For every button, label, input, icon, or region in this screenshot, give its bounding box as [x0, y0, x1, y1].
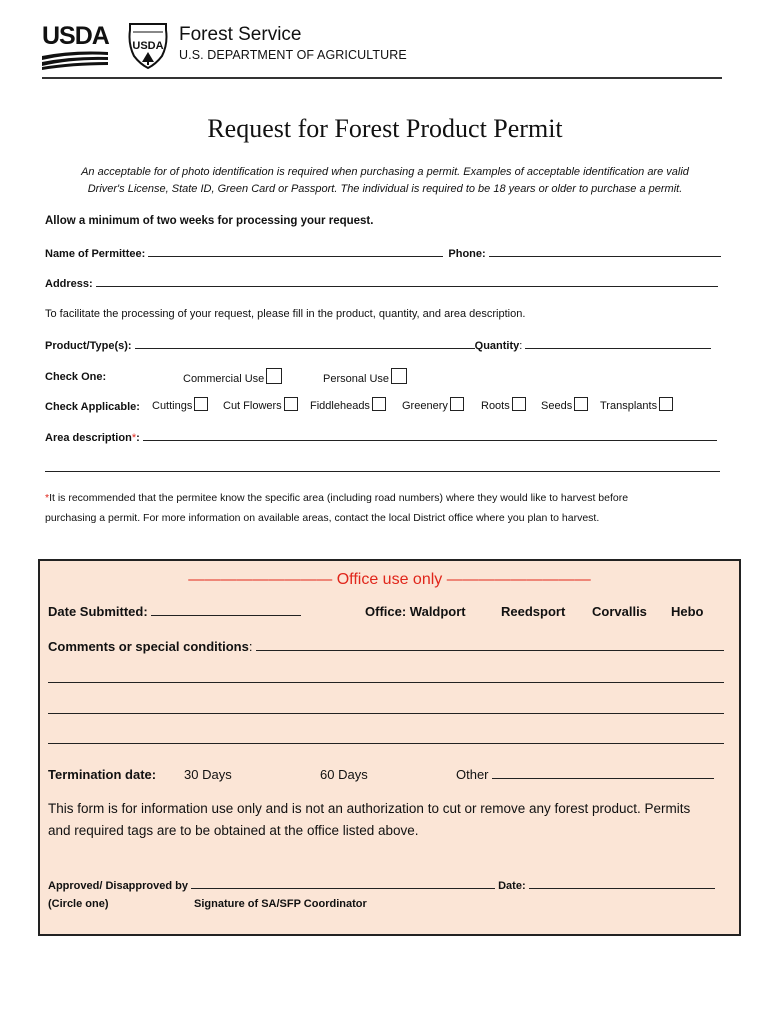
usda-swoosh-icon	[42, 50, 110, 70]
comments-row	[48, 639, 724, 654]
date-label: Date:	[498, 880, 526, 892]
area-field-continued[interactable]	[45, 462, 720, 472]
comments-field-3[interactable]	[48, 702, 724, 714]
cuttings-checkbox[interactable]	[194, 397, 208, 411]
recommendation-asterisk: *	[45, 492, 50, 504]
approval-date-field[interactable]	[529, 879, 715, 889]
office-use-header: ————————— Office use only —————————	[188, 571, 591, 588]
approved-label: Approved/ Disapproved by	[48, 880, 188, 892]
usda-logo	[42, 22, 110, 68]
comments-line-3	[48, 702, 724, 717]
cuttings-label: Cuttings	[152, 400, 193, 412]
address-label: Address:	[45, 278, 93, 290]
address-row	[45, 277, 718, 290]
greenery-checkbox[interactable]	[450, 397, 464, 411]
comments-field[interactable]	[256, 639, 724, 651]
option-cut-flowers[interactable]	[223, 397, 298, 412]
usda-wordmark: USDA	[42, 22, 109, 50]
area-colon: :	[136, 432, 140, 444]
commercial-use-option[interactable]	[183, 368, 282, 385]
forest-service-shield-icon	[126, 20, 170, 70]
cut-flowers-label: Cut Flowers	[223, 400, 282, 412]
header-divider	[42, 77, 722, 79]
recommendation-text-1: It is recommended that the permitee know the specific area (including road numbers) where they would like to harvest before	[49, 492, 629, 504]
name-label: Name of Permittee:	[45, 248, 146, 260]
processing-note: Allow a minimum of two weeks for processing your request.	[45, 215, 374, 227]
option-cuttings[interactable]	[152, 397, 208, 412]
quantity-colon: :	[519, 340, 523, 352]
termination-60-days[interactable]: 60 Days	[320, 767, 368, 782]
approved-by-field[interactable]	[191, 879, 495, 889]
product-label: Product/Type(s):	[45, 340, 132, 352]
office-label-text: Office:	[365, 604, 407, 619]
disclaimer-line-1: This form is for information use only and is not an authorization to cut or remove any forest product. Permits	[48, 801, 691, 816]
permittee-row	[45, 247, 721, 260]
quantity-field[interactable]	[525, 339, 711, 349]
check-one-label: Check One:	[45, 371, 107, 383]
office-hebo[interactable]: Hebo	[671, 604, 704, 619]
personal-use-checkbox[interactable]	[391, 368, 407, 384]
shield-lettering: USDA	[132, 40, 164, 52]
intro-line-1: An acceptable for of photo identification is required when purchasing a permit. Examples of acceptable identification are valid	[81, 166, 689, 178]
area-asterisk: *	[131, 432, 137, 444]
comments-line-2	[48, 671, 724, 686]
check-applicable-label: Check Applicable:	[45, 401, 140, 413]
seeds-checkbox[interactable]	[574, 397, 588, 411]
disclaimer-line-2: and required tags are to be obtained at the office listed above.	[48, 823, 419, 838]
signature-label: Signature of SA/SFP Coordinator	[194, 898, 367, 910]
commercial-use-label: Commercial Use	[183, 373, 265, 385]
option-roots[interactable]	[481, 397, 526, 412]
address-field[interactable]	[96, 277, 718, 287]
product-row	[45, 339, 711, 352]
quantity-label: Quantity	[474, 340, 520, 352]
comments-field-4[interactable]	[48, 732, 724, 744]
comments-colon: :	[248, 639, 253, 654]
termination-30-days[interactable]: 30 Days	[184, 767, 232, 782]
phone-label: Phone:	[448, 248, 486, 260]
facilitate-text: To facilitate the processing of your request, please fill in the product, quantity, and area description.	[45, 308, 526, 320]
date-submitted-label: Date Submitted:	[48, 604, 148, 619]
agency-header	[42, 20, 722, 80]
area-field[interactable]	[143, 431, 717, 441]
fiddleheads-checkbox[interactable]	[372, 397, 386, 411]
office-use-section	[38, 559, 741, 936]
option-seeds[interactable]	[541, 397, 588, 412]
greenery-label: Greenery	[402, 400, 448, 412]
seeds-label: Seeds	[541, 400, 573, 412]
product-field[interactable]	[135, 339, 475, 349]
date-submitted-row	[48, 604, 301, 619]
office-label	[365, 604, 466, 619]
office-corvallis[interactable]: Corvallis	[592, 604, 647, 619]
personal-use-label: Personal Use	[323, 373, 390, 385]
name-field[interactable]	[148, 247, 443, 257]
intro-text	[40, 164, 730, 198]
commercial-use-checkbox[interactable]	[266, 368, 282, 384]
transplants-checkbox[interactable]	[659, 397, 673, 411]
date-submitted-field[interactable]	[151, 604, 301, 616]
termination-other-row	[456, 767, 714, 782]
circle-one-label: (Circle one)	[48, 898, 109, 910]
comments-label: Comments or special conditions	[48, 639, 249, 654]
area-label: Area description	[45, 432, 132, 444]
option-greenery[interactable]	[402, 397, 464, 412]
termination-other[interactable]: Other	[456, 767, 489, 782]
comments-line-4	[48, 732, 724, 747]
roots-checkbox[interactable]	[512, 397, 526, 411]
area-row-2	[45, 462, 720, 475]
option-fiddleheads[interactable]	[310, 397, 386, 412]
roots-label: Roots	[481, 400, 510, 412]
cut-flowers-checkbox[interactable]	[284, 397, 298, 411]
comments-field-2[interactable]	[48, 671, 724, 683]
form-title: Request for Forest Product Permit	[207, 114, 563, 143]
area-row	[45, 431, 717, 444]
termination-other-field[interactable]	[492, 767, 714, 779]
office-waldport[interactable]: Waldport	[409, 604, 466, 619]
agency-name: Forest Service	[179, 24, 302, 45]
phone-field[interactable]	[489, 247, 721, 257]
personal-use-option[interactable]	[323, 368, 407, 385]
department-name: U.S. DEPARTMENT OF AGRICULTURE	[179, 48, 407, 62]
recommendation-line-1	[45, 492, 628, 504]
recommendation-line-2: purchasing a permit. For more information on available areas, contact the local District office where you plan to harvest.	[45, 512, 600, 524]
option-transplants[interactable]	[600, 397, 673, 412]
fiddleheads-label: Fiddleheads	[310, 400, 370, 412]
termination-label: Termination date:	[48, 767, 157, 782]
approval-row	[48, 879, 715, 892]
intro-line-2: Driver's License, State ID, Green Card or Passport. The individual is required to be 18 years or older to purchase a permit.	[87, 183, 683, 195]
transplants-label: Transplants	[600, 400, 658, 412]
office-reedsport[interactable]: Reedsport	[501, 604, 566, 619]
